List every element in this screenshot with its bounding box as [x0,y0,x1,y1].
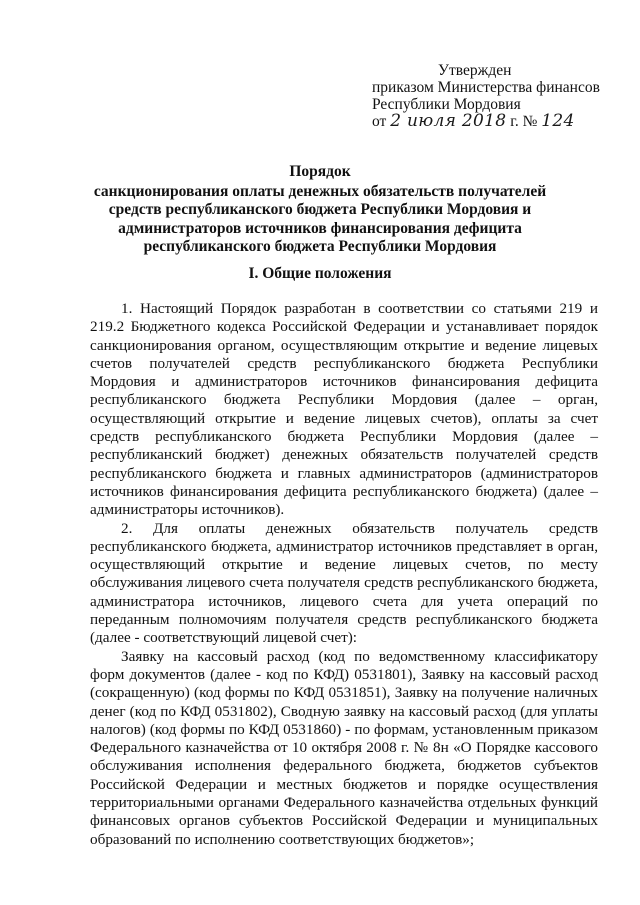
paragraph: Заявку на кассовый расход (код по ведомственному классификатору форм документов (далее - код по КФД) 0531801), Заявку на кассовый расход (сокращенную) (код формы по КФД 0531851), Заявку на получение наличных денег (код по КФД 0531802), Сводную заявку на кассовый расход (для уплаты налогов) (код формы по КФД 0531860) - по формам, установленным приказом Федерального казначейства от 10 октября 2008 г. № 8н «О Порядке кассового обслуживания исполнения федерального бюджета, бюджетов субъектов Российской Федерации и местных бюджетов и порядке осуществления территориальными органами Федерального казначейства отдельных функций финансовых органов субъектов Российской Федерации и муниципальных образований по исполнению соответствующих бюджетов»; [90,647,598,848]
handwritten-date: 2 июля 2018 [390,111,507,131]
approval-order-line: приказом Министерства финансов [372,79,600,96]
title-line: санкционирования оплаты денежных обязательств получателей [93,182,547,200]
title-line: средств республиканского бюджета Республики Мордовия и [108,201,532,218]
approval-label: Утвержден [438,62,512,79]
approval-date-line [372,113,632,130]
date-prefix: от [372,113,387,130]
document-body [90,300,598,849]
approval-block [372,62,632,130]
title-line: республиканского бюджета Республики Мордовия [143,238,497,255]
title-main: Порядок [289,163,351,180]
date-year-suffix: г. № [510,113,538,130]
document-title [90,163,550,257]
section-heading: I. Общие положения [248,265,392,282]
handwritten-number: 124 [541,111,575,131]
paragraph: 1. Настоящий Порядок разработан в соответствии со статьями 219 и 219.2 Бюджетного кодекса Российской Федерации и устанавливает порядок санкционирования органом, осуществляющим открытие и ведение лицевых счетов получателей средств республиканского бюджета Республики Мордовия и администраторов источников финансирования дефицита республиканского бюджета Республики Мордовия (далее – орган, осуществляющий открытие и ведение лицевых счетов), оплаты за счет средств республиканского бюджета Республики Мордовия (далее – республиканский бюджет) денежных обязательств получателей средств республиканского бюджета и главных администраторов (администраторов источников финансирования дефицита республиканского бюджета) (далее – администраторы источников). [90,300,598,519]
approval-republic-line: Республики Мордовия [372,96,521,113]
title-line: администраторов источников финансирования дефицита [118,219,522,237]
paragraph: 2. Для оплаты денежных обязательств получатель средств республиканского бюджета, администратор источников представляет в орган, осуществляющий открытие и ведение лицевых счетов, по месту обслуживания лицевого счета получателя средств республиканского бюджета, администратора источников, лицевого счета для учета операций по переданным полномочиям получателя средств республиканского бюджета (далее - соответствующий лицевой счет): [90,519,598,647]
